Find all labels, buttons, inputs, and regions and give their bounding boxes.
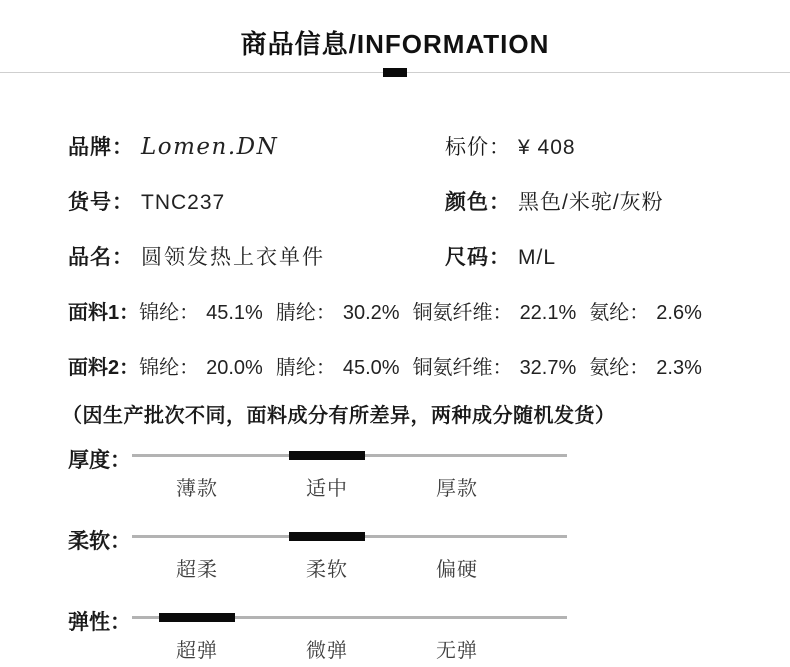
brand-value: Lomen.DN [141, 134, 279, 160]
size-row [445, 241, 556, 271]
list-price-row [445, 131, 576, 161]
fiber-name: 铜氨纤维： [412, 302, 513, 324]
thickness-options [132, 472, 522, 501]
batch-variation-note: （因生产批次不同，面料成分有所差异，两种成分随机发货） [62, 405, 616, 427]
fiber-name: 氨纶： [589, 357, 650, 379]
fiber-percent: 20.0% [206, 357, 263, 379]
slider-option-label: 柔软 [306, 559, 348, 581]
item-number-value: TNC237 [141, 191, 226, 214]
softness-track [132, 535, 567, 538]
size-value: M/L [518, 246, 557, 269]
brand-row [68, 131, 278, 161]
color-label: 颜色： [445, 191, 511, 214]
page-title: 商品信息/INFORMATION [240, 29, 550, 59]
slider-option-label: 薄款 [176, 478, 218, 500]
fiber-name: 氨纶： [589, 302, 650, 324]
fiber-percent: 2.3% [656, 357, 702, 379]
fabric-2-row [68, 351, 702, 380]
elasticity-track [132, 616, 567, 619]
softness-options [132, 553, 522, 582]
slider-option-label: 无弹 [436, 640, 478, 662]
softness-meter [68, 525, 598, 583]
thickness-track [132, 454, 567, 457]
product-name-label: 品名： [68, 246, 134, 269]
elasticity-indicator-bar [159, 613, 235, 622]
product-name-value: 圆领发热上衣单件 [141, 246, 325, 269]
fiber-name: 铜氨纤维： [412, 357, 513, 379]
fiber-name: 腈纶： [275, 357, 336, 379]
fabric-component [139, 296, 263, 325]
fabric-component [139, 351, 263, 380]
fabric-1-label: 面料1： [68, 302, 140, 324]
fiber-name: 锦纶： [139, 357, 200, 379]
elasticity-options [132, 634, 522, 663]
slider-option-label: 超弹 [176, 640, 218, 662]
color-row [445, 186, 664, 216]
fabric-component [589, 351, 702, 380]
slider-option-label: 厚款 [436, 478, 478, 500]
fiber-percent: 30.2% [342, 302, 400, 324]
product-name-row [68, 241, 325, 271]
fabric-component [589, 296, 702, 325]
fiber-name: 腈纶： [275, 302, 336, 324]
slider-option-label: 偏硬 [436, 559, 478, 581]
softness-indicator-bar [289, 532, 365, 541]
fiber-percent: 45.0% [342, 357, 400, 379]
fabric-2-label: 面料2： [68, 357, 140, 379]
fabric-component [413, 351, 577, 380]
elasticity-meter [68, 606, 598, 664]
list-price-label: 标价： [445, 136, 511, 159]
thickness-meter [68, 444, 598, 502]
header-divider-accent-bar [383, 68, 407, 77]
fabric-component [276, 351, 400, 380]
fabric-1-row [68, 296, 702, 325]
elasticity-label: 弹性： [68, 611, 131, 634]
fiber-name: 锦纶： [139, 302, 200, 324]
thickness-label: 厚度： [68, 449, 131, 472]
slider-option-label: 微弹 [306, 640, 348, 662]
fiber-percent: 22.1% [519, 302, 577, 324]
size-label: 尺码： [445, 246, 511, 269]
brand-label: 品牌： [68, 136, 134, 159]
softness-label: 柔软： [68, 530, 131, 553]
fabric-component [276, 296, 400, 325]
slider-option-label: 超柔 [176, 559, 218, 581]
list-price-value: ¥ 408 [518, 136, 576, 159]
item-number-row [68, 186, 225, 216]
fabric-component [413, 296, 577, 325]
item-number-label: 货号： [68, 191, 134, 214]
fiber-percent: 45.1% [206, 302, 263, 324]
slider-option-label: 适中 [306, 478, 348, 500]
fiber-percent: 32.7% [519, 357, 577, 379]
thickness-indicator-bar [289, 451, 365, 460]
fiber-percent: 2.6% [656, 302, 702, 324]
color-value: 黑色/米驼/灰粉 [518, 191, 664, 214]
